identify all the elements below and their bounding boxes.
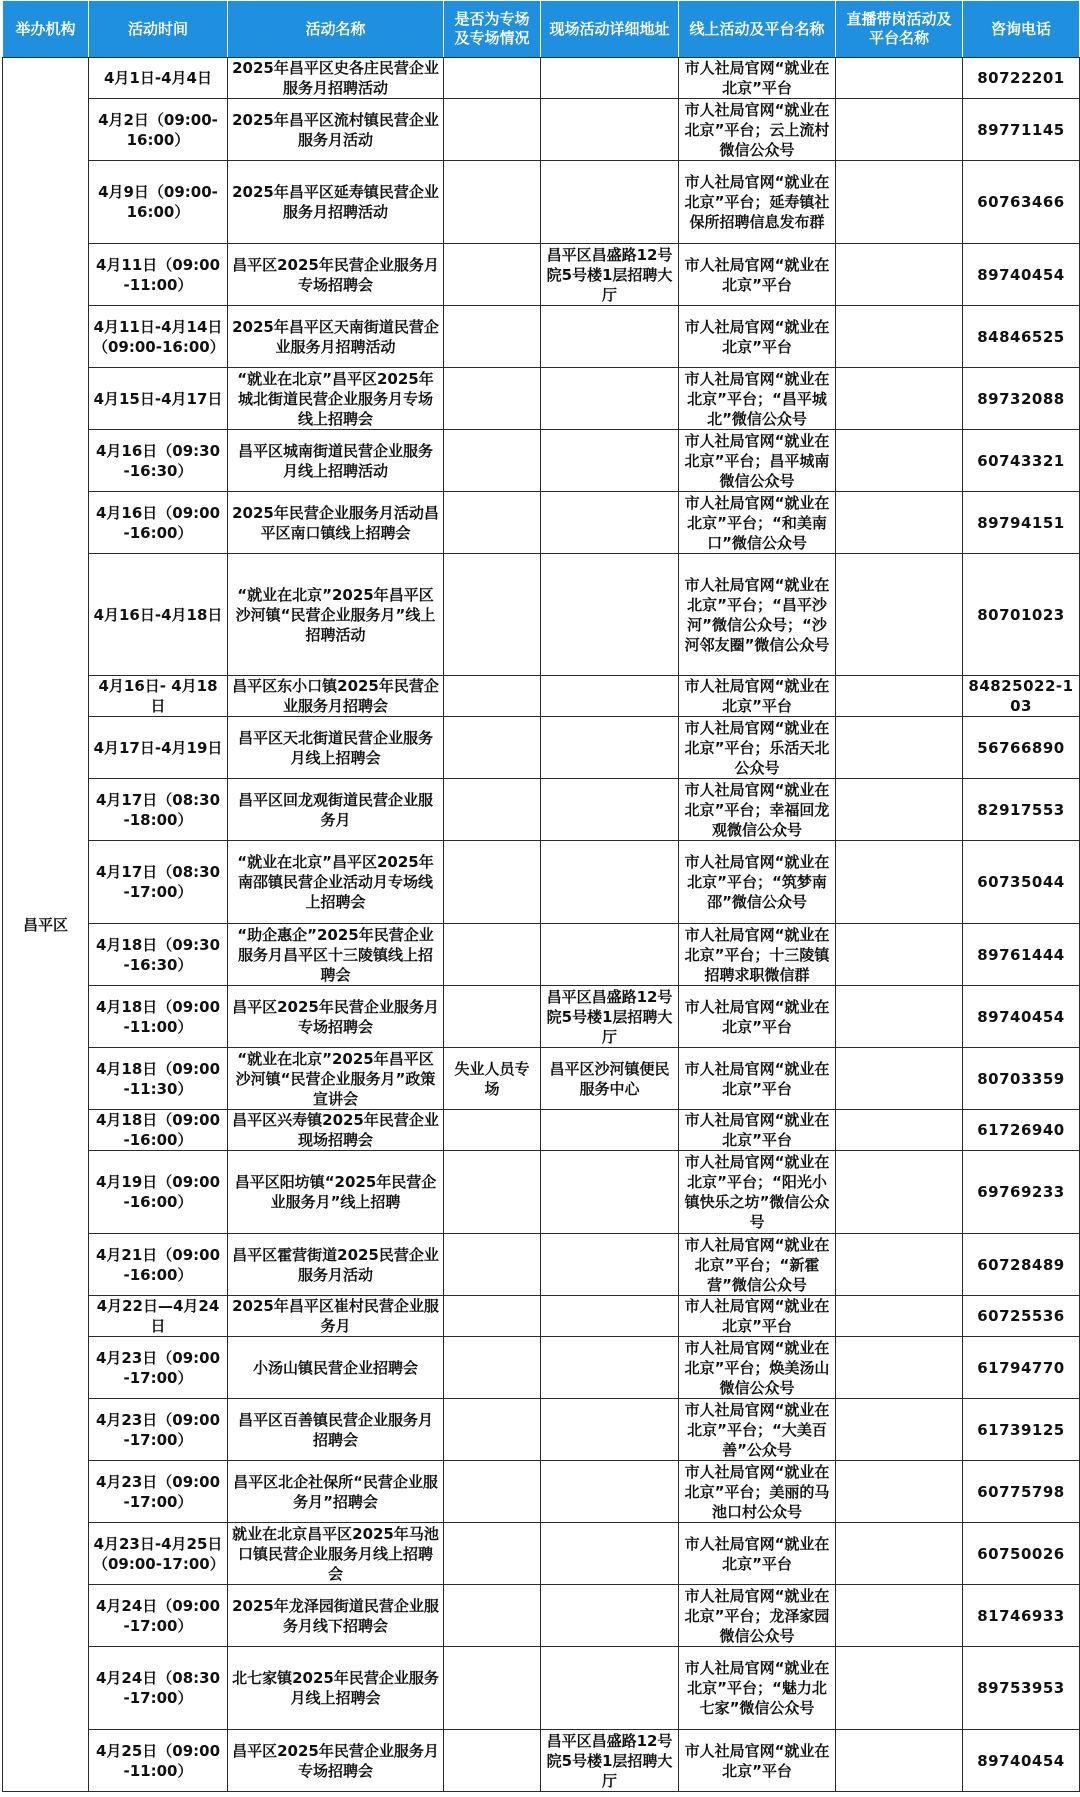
name-cell: 昌平区北企社保所“民营企业服务月”招聘会 xyxy=(228,1461,444,1523)
table-row xyxy=(3,779,1080,841)
name-cell: 昌平区天北街道民营企业服务月线上招聘会 xyxy=(228,717,444,779)
live-cell xyxy=(836,306,963,368)
online-cell: 市人社局官网“就业在北京”平台 xyxy=(679,306,836,368)
address-cell xyxy=(541,1151,679,1234)
header-online: 线上活动及平台名称 xyxy=(679,1,836,58)
special-cell xyxy=(444,1399,541,1461)
address-cell: 昌平区昌盛路12号院5号楼1层招聘大厅 xyxy=(541,986,679,1048)
special-cell xyxy=(444,676,541,717)
table-row xyxy=(3,1110,1080,1151)
address-cell: 昌平区沙河镇便民服务中心 xyxy=(541,1048,679,1110)
address-cell xyxy=(541,1523,679,1585)
time-cell: 4月18日（09:00-11:00） xyxy=(89,986,228,1048)
name-cell: “就业在北京”2025年昌平区沙河镇“民营企业服务月”政策宣讲会 xyxy=(228,1048,444,1110)
live-cell xyxy=(836,1730,963,1792)
online-cell: 市人社局官网“就业在北京”平台；延寿镇社保所招聘信息发布群 xyxy=(679,161,836,244)
time-cell: 4月16日（09:00-16:00） xyxy=(89,492,228,554)
table-row xyxy=(3,717,1080,779)
address-cell xyxy=(541,924,679,986)
live-cell xyxy=(836,554,963,676)
table-row xyxy=(3,306,1080,368)
time-cell: 4月23日-4月25日（09:00-17:00） xyxy=(89,1523,228,1585)
live-cell xyxy=(836,1234,963,1296)
special-cell xyxy=(444,1585,541,1647)
live-cell xyxy=(836,924,963,986)
time-cell: 4月18日（09:00-11:30） xyxy=(89,1048,228,1110)
activity-table xyxy=(2,0,1080,1792)
table-row xyxy=(3,1151,1080,1234)
online-cell: 市人社局官网“就业在北京”平台 xyxy=(679,244,836,306)
address-cell xyxy=(541,676,679,717)
live-cell xyxy=(836,779,963,841)
name-cell: 昌平区2025年民营企业服务月专场招聘会 xyxy=(228,244,444,306)
table-row xyxy=(3,58,1080,99)
address-cell xyxy=(541,368,679,430)
header-org: 举办机构 xyxy=(3,1,89,58)
address-cell: 昌平区昌盛路12号院5号楼1层招聘大厅 xyxy=(541,244,679,306)
header-time: 活动时间 xyxy=(89,1,228,58)
online-cell: 市人社局官网“就业在北京”平台；龙泽家园微信公众号 xyxy=(679,1585,836,1647)
live-cell xyxy=(836,841,963,924)
time-cell: 4月19日（09:00-16:00） xyxy=(89,1151,228,1234)
name-cell: 昌平区2025年民营企业服务月专场招聘会 xyxy=(228,986,444,1048)
special-cell xyxy=(444,1523,541,1585)
time-cell: 4月17日（08:30-18:00） xyxy=(89,779,228,841)
time-cell: 4月1日-4月4日 xyxy=(89,58,228,99)
online-cell: 市人社局官网“就业在北京”平台；“魅力北七家”微信公众号 xyxy=(679,1647,836,1730)
live-cell xyxy=(836,1048,963,1110)
live-cell xyxy=(836,1296,963,1337)
phone-cell: 89761444 xyxy=(963,924,1080,986)
name-cell: “就业在北京”2025年昌平区沙河镇“民营企业服务月”线上招聘活动 xyxy=(228,554,444,676)
online-cell: 市人社局官网“就业在北京”平台 xyxy=(679,58,836,99)
address-cell xyxy=(541,841,679,924)
time-cell: 4月2日（09:00-16:00） xyxy=(89,99,228,161)
phone-cell: 84825022-103 xyxy=(963,676,1080,717)
table-row xyxy=(3,161,1080,244)
address-cell xyxy=(541,306,679,368)
name-cell: 昌平区东小口镇2025年民营企业服务月招聘会 xyxy=(228,676,444,717)
time-cell: 4月21日（09:00-16:00） xyxy=(89,1234,228,1296)
phone-cell: 60735044 xyxy=(963,841,1080,924)
special-cell xyxy=(444,554,541,676)
table-row xyxy=(3,492,1080,554)
online-cell: 市人社局官网“就业在北京”平台 xyxy=(679,676,836,717)
name-cell: 昌平区霍营街道2025民营企业服务月活动 xyxy=(228,1234,444,1296)
special-cell xyxy=(444,1151,541,1234)
live-cell xyxy=(836,676,963,717)
time-cell: 4月17日-4月19日 xyxy=(89,717,228,779)
name-cell: 昌平区回龙观街道民营企业服务月 xyxy=(228,779,444,841)
table-body xyxy=(3,58,1080,1792)
live-cell xyxy=(836,1461,963,1523)
online-cell: 市人社局官网“就业在北京”平台；“筑梦南邵”微信公众号 xyxy=(679,841,836,924)
time-cell: 4月16日-4月18日 xyxy=(89,554,228,676)
phone-cell: 89753953 xyxy=(963,1647,1080,1730)
name-cell: 北七家镇2025年民营企业服务月线上招聘会 xyxy=(228,1647,444,1730)
time-cell: 4月24日（08:30-17:00） xyxy=(89,1647,228,1730)
address-cell xyxy=(541,161,679,244)
table-row xyxy=(3,554,1080,676)
address-cell xyxy=(541,58,679,99)
online-cell: 市人社局官网“就业在北京”平台 xyxy=(679,1048,836,1110)
address-cell xyxy=(541,1337,679,1399)
name-cell: 昌平区2025年民营企业服务月专场招聘会 xyxy=(228,1730,444,1792)
online-cell: 市人社局官网“就业在北京”平台 xyxy=(679,1296,836,1337)
special-cell xyxy=(444,717,541,779)
name-cell: 就业在北京昌平区2025年马池口镇民营企业服务月线上招聘会 xyxy=(228,1523,444,1585)
phone-cell: 61726940 xyxy=(963,1110,1080,1151)
time-cell: 4月16日（09:30-16:30） xyxy=(89,430,228,492)
address-cell xyxy=(541,1110,679,1151)
table-row xyxy=(3,1234,1080,1296)
phone-cell: 80703359 xyxy=(963,1048,1080,1110)
special-cell xyxy=(444,986,541,1048)
table-row xyxy=(3,1048,1080,1110)
phone-cell: 60743321 xyxy=(963,430,1080,492)
name-cell: 小汤山镇民营企业招聘会 xyxy=(228,1337,444,1399)
special-cell xyxy=(444,492,541,554)
live-cell xyxy=(836,986,963,1048)
table-row xyxy=(3,1585,1080,1647)
time-cell: 4月11日-4月14日（09:00-16:00） xyxy=(89,306,228,368)
phone-cell: 60725536 xyxy=(963,1296,1080,1337)
special-cell xyxy=(444,779,541,841)
special-cell xyxy=(444,1337,541,1399)
online-cell: 市人社局官网“就业在北京”平台；“和美南口”微信公众号 xyxy=(679,492,836,554)
time-cell: 4月23日（09:00-17:00） xyxy=(89,1399,228,1461)
organizer-cell: 昌平区 xyxy=(3,58,89,1792)
special-cell xyxy=(444,1110,541,1151)
live-cell xyxy=(836,717,963,779)
phone-cell: 56766890 xyxy=(963,717,1080,779)
address-cell xyxy=(541,554,679,676)
name-cell: 2025年昌平区延寿镇民营企业服务月招聘活动 xyxy=(228,161,444,244)
header-phone: 咨询电话 xyxy=(963,1,1080,58)
address-cell xyxy=(541,492,679,554)
table-row xyxy=(3,244,1080,306)
live-cell xyxy=(836,58,963,99)
live-cell xyxy=(836,1151,963,1234)
phone-cell: 69769233 xyxy=(963,1151,1080,1234)
online-cell: 市人社局官网“就业在北京”平台；“昌平城北”微信公众号 xyxy=(679,368,836,430)
table-row xyxy=(3,1461,1080,1523)
time-cell: 4月9日（09:00-16:00） xyxy=(89,161,228,244)
special-cell xyxy=(444,161,541,244)
phone-cell: 84846525 xyxy=(963,306,1080,368)
online-cell: 市人社局官网“就业在北京”平台；昌平城南微信公众号 xyxy=(679,430,836,492)
table-row xyxy=(3,841,1080,924)
table-row xyxy=(3,986,1080,1048)
special-cell xyxy=(444,1234,541,1296)
table-row xyxy=(3,368,1080,430)
header-special: 是否为专场及专场情况 xyxy=(444,1,541,58)
special-cell xyxy=(444,368,541,430)
live-cell xyxy=(836,1337,963,1399)
address-cell xyxy=(541,1399,679,1461)
phone-cell: 60775798 xyxy=(963,1461,1080,1523)
table-row xyxy=(3,430,1080,492)
online-cell: 市人社局官网“就业在北京”平台；“大美百善”公众号 xyxy=(679,1399,836,1461)
header-row xyxy=(3,1,1080,58)
live-cell xyxy=(836,244,963,306)
special-cell xyxy=(444,841,541,924)
phone-cell: 89740454 xyxy=(963,1730,1080,1792)
special-cell xyxy=(444,1461,541,1523)
phone-cell: 80701023 xyxy=(963,554,1080,676)
address-cell xyxy=(541,1234,679,1296)
special-cell xyxy=(444,1296,541,1337)
online-cell: 市人社局官网“就业在北京”平台；“新霍营”微信公众号 xyxy=(679,1234,836,1296)
online-cell: 市人社局官网“就业在北京”平台 xyxy=(679,986,836,1048)
live-cell xyxy=(836,1399,963,1461)
phone-cell: 82917553 xyxy=(963,779,1080,841)
header-name: 活动名称 xyxy=(228,1,444,58)
name-cell: 2025年昌平区流村镇民营企业服务月活动 xyxy=(228,99,444,161)
time-cell: 4月17日（08:30-17:00） xyxy=(89,841,228,924)
name-cell: 昌平区兴寿镇2025年民营企业现场招聘会 xyxy=(228,1110,444,1151)
time-cell: 4月18日（09:00-16:00） xyxy=(89,1110,228,1151)
phone-cell: 60763466 xyxy=(963,161,1080,244)
special-cell xyxy=(444,1647,541,1730)
name-cell: 2025年民营企业服务月活动昌平区南口镇线上招聘会 xyxy=(228,492,444,554)
time-cell: 4月23日（09:00-17:00） xyxy=(89,1337,228,1399)
address-cell xyxy=(541,430,679,492)
online-cell: 市人社局官网“就业在北京”平台；“昌平沙河”微信公众号；“沙河邻友圈”微信公众号 xyxy=(679,554,836,676)
time-cell: 4月24日（09:00-17:00） xyxy=(89,1585,228,1647)
name-cell: “就业在北京”昌平区2025年城北街道民营企业服务月专场线上招聘会 xyxy=(228,368,444,430)
table-row xyxy=(3,1337,1080,1399)
address-cell xyxy=(541,99,679,161)
table-row xyxy=(3,676,1080,717)
address-cell xyxy=(541,1647,679,1730)
header-address: 现场活动详细地址 xyxy=(541,1,679,58)
online-cell: 市人社局官网“就业在北京”平台 xyxy=(679,1110,836,1151)
online-cell: 市人社局官网“就业在北京”平台 xyxy=(679,1730,836,1792)
special-cell xyxy=(444,244,541,306)
time-cell: 4月11日（09:00-11:00） xyxy=(89,244,228,306)
name-cell: “就业在北京”昌平区2025年南邵镇民营企业活动月专场线上招聘会 xyxy=(228,841,444,924)
address-cell xyxy=(541,779,679,841)
live-cell xyxy=(836,492,963,554)
live-cell xyxy=(836,368,963,430)
special-cell: 失业人员专场 xyxy=(444,1048,541,1110)
special-cell xyxy=(444,924,541,986)
table-row xyxy=(3,1296,1080,1337)
live-cell xyxy=(836,99,963,161)
name-cell: 昌平区城南街道民营企业服务月线上招聘活动 xyxy=(228,430,444,492)
special-cell xyxy=(444,430,541,492)
phone-cell: 60728489 xyxy=(963,1234,1080,1296)
online-cell: 市人社局官网“就业在北京”平台；乐活天北公众号 xyxy=(679,717,836,779)
table-row xyxy=(3,99,1080,161)
table-row xyxy=(3,1730,1080,1792)
name-cell: 2025年龙泽园街道民营企业服务月线下招聘会 xyxy=(228,1585,444,1647)
table-row xyxy=(3,924,1080,986)
name-cell: “助企惠企”2025年民营企业服务月昌平区十三陵镇线上招聘会 xyxy=(228,924,444,986)
online-cell: 市人社局官网“就业在北京”平台；幸福回龙观微信公众号 xyxy=(679,779,836,841)
special-cell xyxy=(444,58,541,99)
live-cell xyxy=(836,1647,963,1730)
address-cell xyxy=(541,1296,679,1337)
phone-cell: 61794770 xyxy=(963,1337,1080,1399)
address-cell xyxy=(541,717,679,779)
online-cell: 市人社局官网“就业在北京”平台；云上流村微信公众号 xyxy=(679,99,836,161)
live-cell xyxy=(836,1523,963,1585)
phone-cell: 81746933 xyxy=(963,1585,1080,1647)
phone-cell: 80722201 xyxy=(963,58,1080,99)
special-cell xyxy=(444,99,541,161)
special-cell xyxy=(444,306,541,368)
live-cell xyxy=(836,430,963,492)
name-cell: 昌平区百善镇民营企业服务月招聘会 xyxy=(228,1399,444,1461)
header-live: 直播带岗活动及平台名称 xyxy=(836,1,963,58)
time-cell: 4月22日—4月24日 xyxy=(89,1296,228,1337)
name-cell: 昌平区阳坊镇“2025年民营企业服务月”线上招聘 xyxy=(228,1151,444,1234)
live-cell xyxy=(836,1110,963,1151)
time-cell: 4月23日（09:00-17:00） xyxy=(89,1461,228,1523)
special-cell xyxy=(444,1730,541,1792)
name-cell: 2025年昌平区史各庄民营企业服务月招聘活动 xyxy=(228,58,444,99)
time-cell: 4月18日（09:30-16:30） xyxy=(89,924,228,986)
phone-cell: 89740454 xyxy=(963,986,1080,1048)
phone-cell: 89794151 xyxy=(963,492,1080,554)
time-cell: 4月16日- 4月18日 xyxy=(89,676,228,717)
online-cell: 市人社局官网“就业在北京”平台；“阳光小镇快乐之坊”微信公众号 xyxy=(679,1151,836,1234)
name-cell: 2025年昌平区天南街道民营企业服务月招聘活动 xyxy=(228,306,444,368)
live-cell xyxy=(836,161,963,244)
online-cell: 市人社局官网“就业在北京”平台；美丽的马池口村公众号 xyxy=(679,1461,836,1523)
time-cell: 4月15日-4月17日 xyxy=(89,368,228,430)
phone-cell: 60750026 xyxy=(963,1523,1080,1585)
phone-cell: 89771145 xyxy=(963,99,1080,161)
address-cell: 昌平区昌盛路12号院5号楼1层招聘大厅 xyxy=(541,1730,679,1792)
table-row xyxy=(3,1399,1080,1461)
address-cell xyxy=(541,1461,679,1523)
live-cell xyxy=(836,1585,963,1647)
table-row xyxy=(3,1523,1080,1585)
phone-cell: 89740454 xyxy=(963,244,1080,306)
phone-cell: 89732088 xyxy=(963,368,1080,430)
table-row xyxy=(3,1647,1080,1730)
phone-cell: 61739125 xyxy=(963,1399,1080,1461)
online-cell: 市人社局官网“就业在北京”平台；十三陵镇招聘求职微信群 xyxy=(679,924,836,986)
online-cell: 市人社局官网“就业在北京”平台；焕美汤山微信公众号 xyxy=(679,1337,836,1399)
name-cell: 2025年昌平区崔村民营企业服务月 xyxy=(228,1296,444,1337)
time-cell: 4月25日（09:00-11:00） xyxy=(89,1730,228,1792)
online-cell: 市人社局官网“就业在北京”平台 xyxy=(679,1523,836,1585)
address-cell xyxy=(541,1585,679,1647)
